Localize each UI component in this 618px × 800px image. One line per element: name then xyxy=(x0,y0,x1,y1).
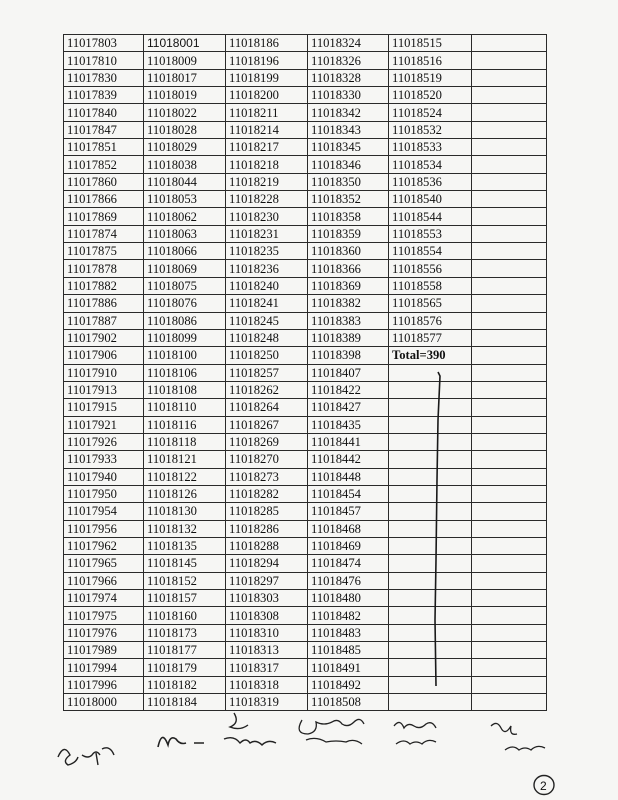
table-cell: 11018257 xyxy=(226,364,308,381)
signature-5 xyxy=(388,712,458,752)
table-cell: 11018556 xyxy=(389,260,472,277)
table-cell: 11018269 xyxy=(226,433,308,450)
table-cell: 11018179 xyxy=(144,659,226,676)
table-cell: 11018360 xyxy=(308,243,389,260)
table-cell: 11018130 xyxy=(144,503,226,520)
table-cell: 11017866 xyxy=(64,191,144,208)
table-cell: 11018317 xyxy=(226,659,308,676)
table-cell: 11017926 xyxy=(64,433,144,450)
table-cell: 11018359 xyxy=(308,225,389,242)
table-cell: 11018318 xyxy=(226,676,308,693)
table-cell: 11018554 xyxy=(389,243,472,260)
table-cell: 11018132 xyxy=(144,520,226,537)
signature-2 xyxy=(150,725,210,755)
table-cell: 11018308 xyxy=(226,607,308,624)
table-cell: 11017954 xyxy=(64,503,144,520)
table-cell: 11018086 xyxy=(144,312,226,329)
table-cell: 11018250 xyxy=(226,347,308,364)
table-cell: 11017933 xyxy=(64,451,144,468)
table-cell: 11018069 xyxy=(144,260,226,277)
table-cell: 11018022 xyxy=(144,104,226,121)
page-mark-circle xyxy=(532,773,558,797)
table-cell: 11018427 xyxy=(308,399,389,416)
table-cell: 11018480 xyxy=(308,590,389,607)
table-cell: 11018441 xyxy=(308,433,389,450)
table-cell: 11018009 xyxy=(144,52,226,69)
table-cell: 11018310 xyxy=(226,624,308,641)
table-cell: 11018346 xyxy=(308,156,389,173)
table-cell: 11018508 xyxy=(308,694,389,711)
table-cell: 11018457 xyxy=(308,503,389,520)
table-cell: 11018273 xyxy=(226,468,308,485)
table-cell: 11018182 xyxy=(144,676,226,693)
table-cell: 11017902 xyxy=(64,329,144,346)
table-cell: 11018173 xyxy=(144,624,226,641)
table-cell: 11018536 xyxy=(389,173,472,190)
table-cell: 11018145 xyxy=(144,555,226,572)
table-cell: 11018160 xyxy=(144,607,226,624)
table-cell: 11018389 xyxy=(308,329,389,346)
table-cell: 11018524 xyxy=(389,104,472,121)
table-cell: 11017906 xyxy=(64,347,144,364)
table-cell: 11018319 xyxy=(226,694,308,711)
table-cell: 11018106 xyxy=(144,364,226,381)
table-cell: 11018196 xyxy=(226,52,308,69)
table-cell: 11018135 xyxy=(144,537,226,554)
table-cell: 11018282 xyxy=(226,485,308,502)
table-cell: 11018053 xyxy=(144,191,226,208)
table-cell: 11017886 xyxy=(64,295,144,312)
table-cell: 11017810 xyxy=(64,52,144,69)
table-cell: 11018063 xyxy=(144,225,226,242)
table-cell: 11018398 xyxy=(308,347,389,364)
table-cell: 11018369 xyxy=(308,277,389,294)
table-cell: 11018066 xyxy=(144,243,226,260)
table-cell: 11018001 xyxy=(144,35,226,52)
table-cell: 11017830 xyxy=(64,69,144,86)
table-cell: 11018330 xyxy=(308,87,389,104)
table-cell: 11017887 xyxy=(64,312,144,329)
table-cell: 11018236 xyxy=(226,260,308,277)
table-cell: 11017874 xyxy=(64,225,144,242)
table-cell: 11018267 xyxy=(226,416,308,433)
table-cell: 11018218 xyxy=(226,156,308,173)
table-cell: 11018326 xyxy=(308,52,389,69)
table-cell: 11018540 xyxy=(389,191,472,208)
table-cell: 11018485 xyxy=(308,642,389,659)
table-cell: 11018534 xyxy=(389,156,472,173)
table-cell: 11018262 xyxy=(226,381,308,398)
table-cell: 11017840 xyxy=(64,104,144,121)
table-cell: 11017852 xyxy=(64,156,144,173)
table-cell: 11017851 xyxy=(64,139,144,156)
table-cell: 11018028 xyxy=(144,121,226,138)
table-cell: 11018324 xyxy=(308,35,389,52)
table-cell: 11017839 xyxy=(64,87,144,104)
table-cell: 11018474 xyxy=(308,555,389,572)
table-cell: 11018029 xyxy=(144,139,226,156)
table-cell: 11017974 xyxy=(64,590,144,607)
table-cell: 11018076 xyxy=(144,295,226,312)
table-cell: 11018576 xyxy=(389,312,472,329)
table-cell: 11018126 xyxy=(144,485,226,502)
table-cell: 11018383 xyxy=(308,312,389,329)
signature-4 xyxy=(292,710,382,750)
table-cell: 11018152 xyxy=(144,572,226,589)
table-cell: 11018200 xyxy=(226,87,308,104)
table-cell: 11018448 xyxy=(308,468,389,485)
table-cell: 11018000 xyxy=(64,694,144,711)
table-cell: 11018492 xyxy=(308,676,389,693)
table-cell: 11018214 xyxy=(226,121,308,138)
table-cell: 11018017 xyxy=(144,69,226,86)
table-cell: 11018352 xyxy=(308,191,389,208)
table-cell: 11018328 xyxy=(308,69,389,86)
signature-3 xyxy=(218,707,288,752)
table-cell: 11018100 xyxy=(144,347,226,364)
table-cell: 11017965 xyxy=(64,555,144,572)
table-cell: 11018122 xyxy=(144,468,226,485)
table-cell: 11018544 xyxy=(389,208,472,225)
signature-1 xyxy=(52,735,122,775)
table-cell: 11018044 xyxy=(144,173,226,190)
table-cell: 11018038 xyxy=(144,156,226,173)
table-cell: 11018476 xyxy=(308,572,389,589)
table-cell: 11017915 xyxy=(64,399,144,416)
table-cell: 11018177 xyxy=(144,642,226,659)
table-cell: 11018515 xyxy=(389,35,472,52)
table-cell: 11018358 xyxy=(308,208,389,225)
table-cell: 11017996 xyxy=(64,676,144,693)
table-cell: 11017803 xyxy=(64,35,144,52)
table-cell: 11018345 xyxy=(308,139,389,156)
table-cell: 11018468 xyxy=(308,520,389,537)
table-cell: 11018294 xyxy=(226,555,308,572)
table-cell: Total=390 xyxy=(389,347,472,364)
table-cell: 11018382 xyxy=(308,295,389,312)
table-cell: 11018313 xyxy=(226,642,308,659)
table-cell: 11017847 xyxy=(64,121,144,138)
table-cell: 11018116 xyxy=(144,416,226,433)
table-cell: 11017910 xyxy=(64,364,144,381)
table-cell: 11017882 xyxy=(64,277,144,294)
table-cell: 11018422 xyxy=(308,381,389,398)
table-cell: 11018407 xyxy=(308,364,389,381)
table-cell: 11018519 xyxy=(389,69,472,86)
table-cell: 11018343 xyxy=(308,121,389,138)
table-cell: 11018285 xyxy=(226,503,308,520)
table-cell: 11018019 xyxy=(144,87,226,104)
table-cell: 11018219 xyxy=(226,173,308,190)
table-cell: 11018482 xyxy=(308,607,389,624)
table-cell: 11018516 xyxy=(389,52,472,69)
table-cell: 11018157 xyxy=(144,590,226,607)
table-cell: 11017975 xyxy=(64,607,144,624)
table-cell: 11018577 xyxy=(389,329,472,346)
table-cell: 11018288 xyxy=(226,537,308,554)
signature-6 xyxy=(485,716,565,756)
table-cell: 11018240 xyxy=(226,277,308,294)
table-cell: 11018270 xyxy=(226,451,308,468)
table-cell: 11018303 xyxy=(226,590,308,607)
table-cell: 11017966 xyxy=(64,572,144,589)
table-cell: 11018442 xyxy=(308,451,389,468)
table-cell: 11018108 xyxy=(144,381,226,398)
table-cell: 11018469 xyxy=(308,537,389,554)
table-cell: 11018121 xyxy=(144,451,226,468)
table-cell: 11018118 xyxy=(144,433,226,450)
table-cell: 11018558 xyxy=(389,277,472,294)
table-cell: 11017860 xyxy=(64,173,144,190)
table-cell: 11018553 xyxy=(389,225,472,242)
table-cell: 11018184 xyxy=(144,694,226,711)
table-cell: 11018532 xyxy=(389,121,472,138)
table-cell: 11018350 xyxy=(308,173,389,190)
table-cell: 11018245 xyxy=(226,312,308,329)
table-cell: 11017950 xyxy=(64,485,144,502)
table-cell: 11018264 xyxy=(226,399,308,416)
page-mark-text: 2 xyxy=(540,779,547,793)
table-cell: 11018217 xyxy=(226,139,308,156)
table-cell: 11018230 xyxy=(226,208,308,225)
table-cell: 11018228 xyxy=(226,191,308,208)
table-cell: 11018062 xyxy=(144,208,226,225)
table-cell: 11017913 xyxy=(64,381,144,398)
table-cell: 11018565 xyxy=(389,295,472,312)
table-cell: 11018099 xyxy=(144,329,226,346)
table-cell: 11017994 xyxy=(64,659,144,676)
table-cell: 11017940 xyxy=(64,468,144,485)
table-cell: 11018110 xyxy=(144,399,226,416)
table-cell: 11018435 xyxy=(308,416,389,433)
table-cell: 11018235 xyxy=(226,243,308,260)
table-cell: 11017921 xyxy=(64,416,144,433)
table-cell: 11018483 xyxy=(308,624,389,641)
table-cell: 11018342 xyxy=(308,104,389,121)
table-cell: 11018211 xyxy=(226,104,308,121)
table-cell: 11018241 xyxy=(226,295,308,312)
table-cell: 11017878 xyxy=(64,260,144,277)
table-cell: 11017956 xyxy=(64,520,144,537)
table-cell: 11017989 xyxy=(64,642,144,659)
table-cell: 11017875 xyxy=(64,243,144,260)
table-cell: 11018533 xyxy=(389,139,472,156)
table-cell: 11018286 xyxy=(226,520,308,537)
table-cell: 11018248 xyxy=(226,329,308,346)
table-cell: 11017962 xyxy=(64,537,144,554)
table-cell: 11018199 xyxy=(226,69,308,86)
table-cell: 11018491 xyxy=(308,659,389,676)
table-cell: 11018186 xyxy=(226,35,308,52)
table-cell: 11018231 xyxy=(226,225,308,242)
table-cell: 11018075 xyxy=(144,277,226,294)
table-cell: 11018297 xyxy=(226,572,308,589)
table-cell: 11017869 xyxy=(64,208,144,225)
table-cell: 11018366 xyxy=(308,260,389,277)
table-cell: 11017976 xyxy=(64,624,144,641)
table-cell: 11018520 xyxy=(389,87,472,104)
table-cell: 11018454 xyxy=(308,485,389,502)
